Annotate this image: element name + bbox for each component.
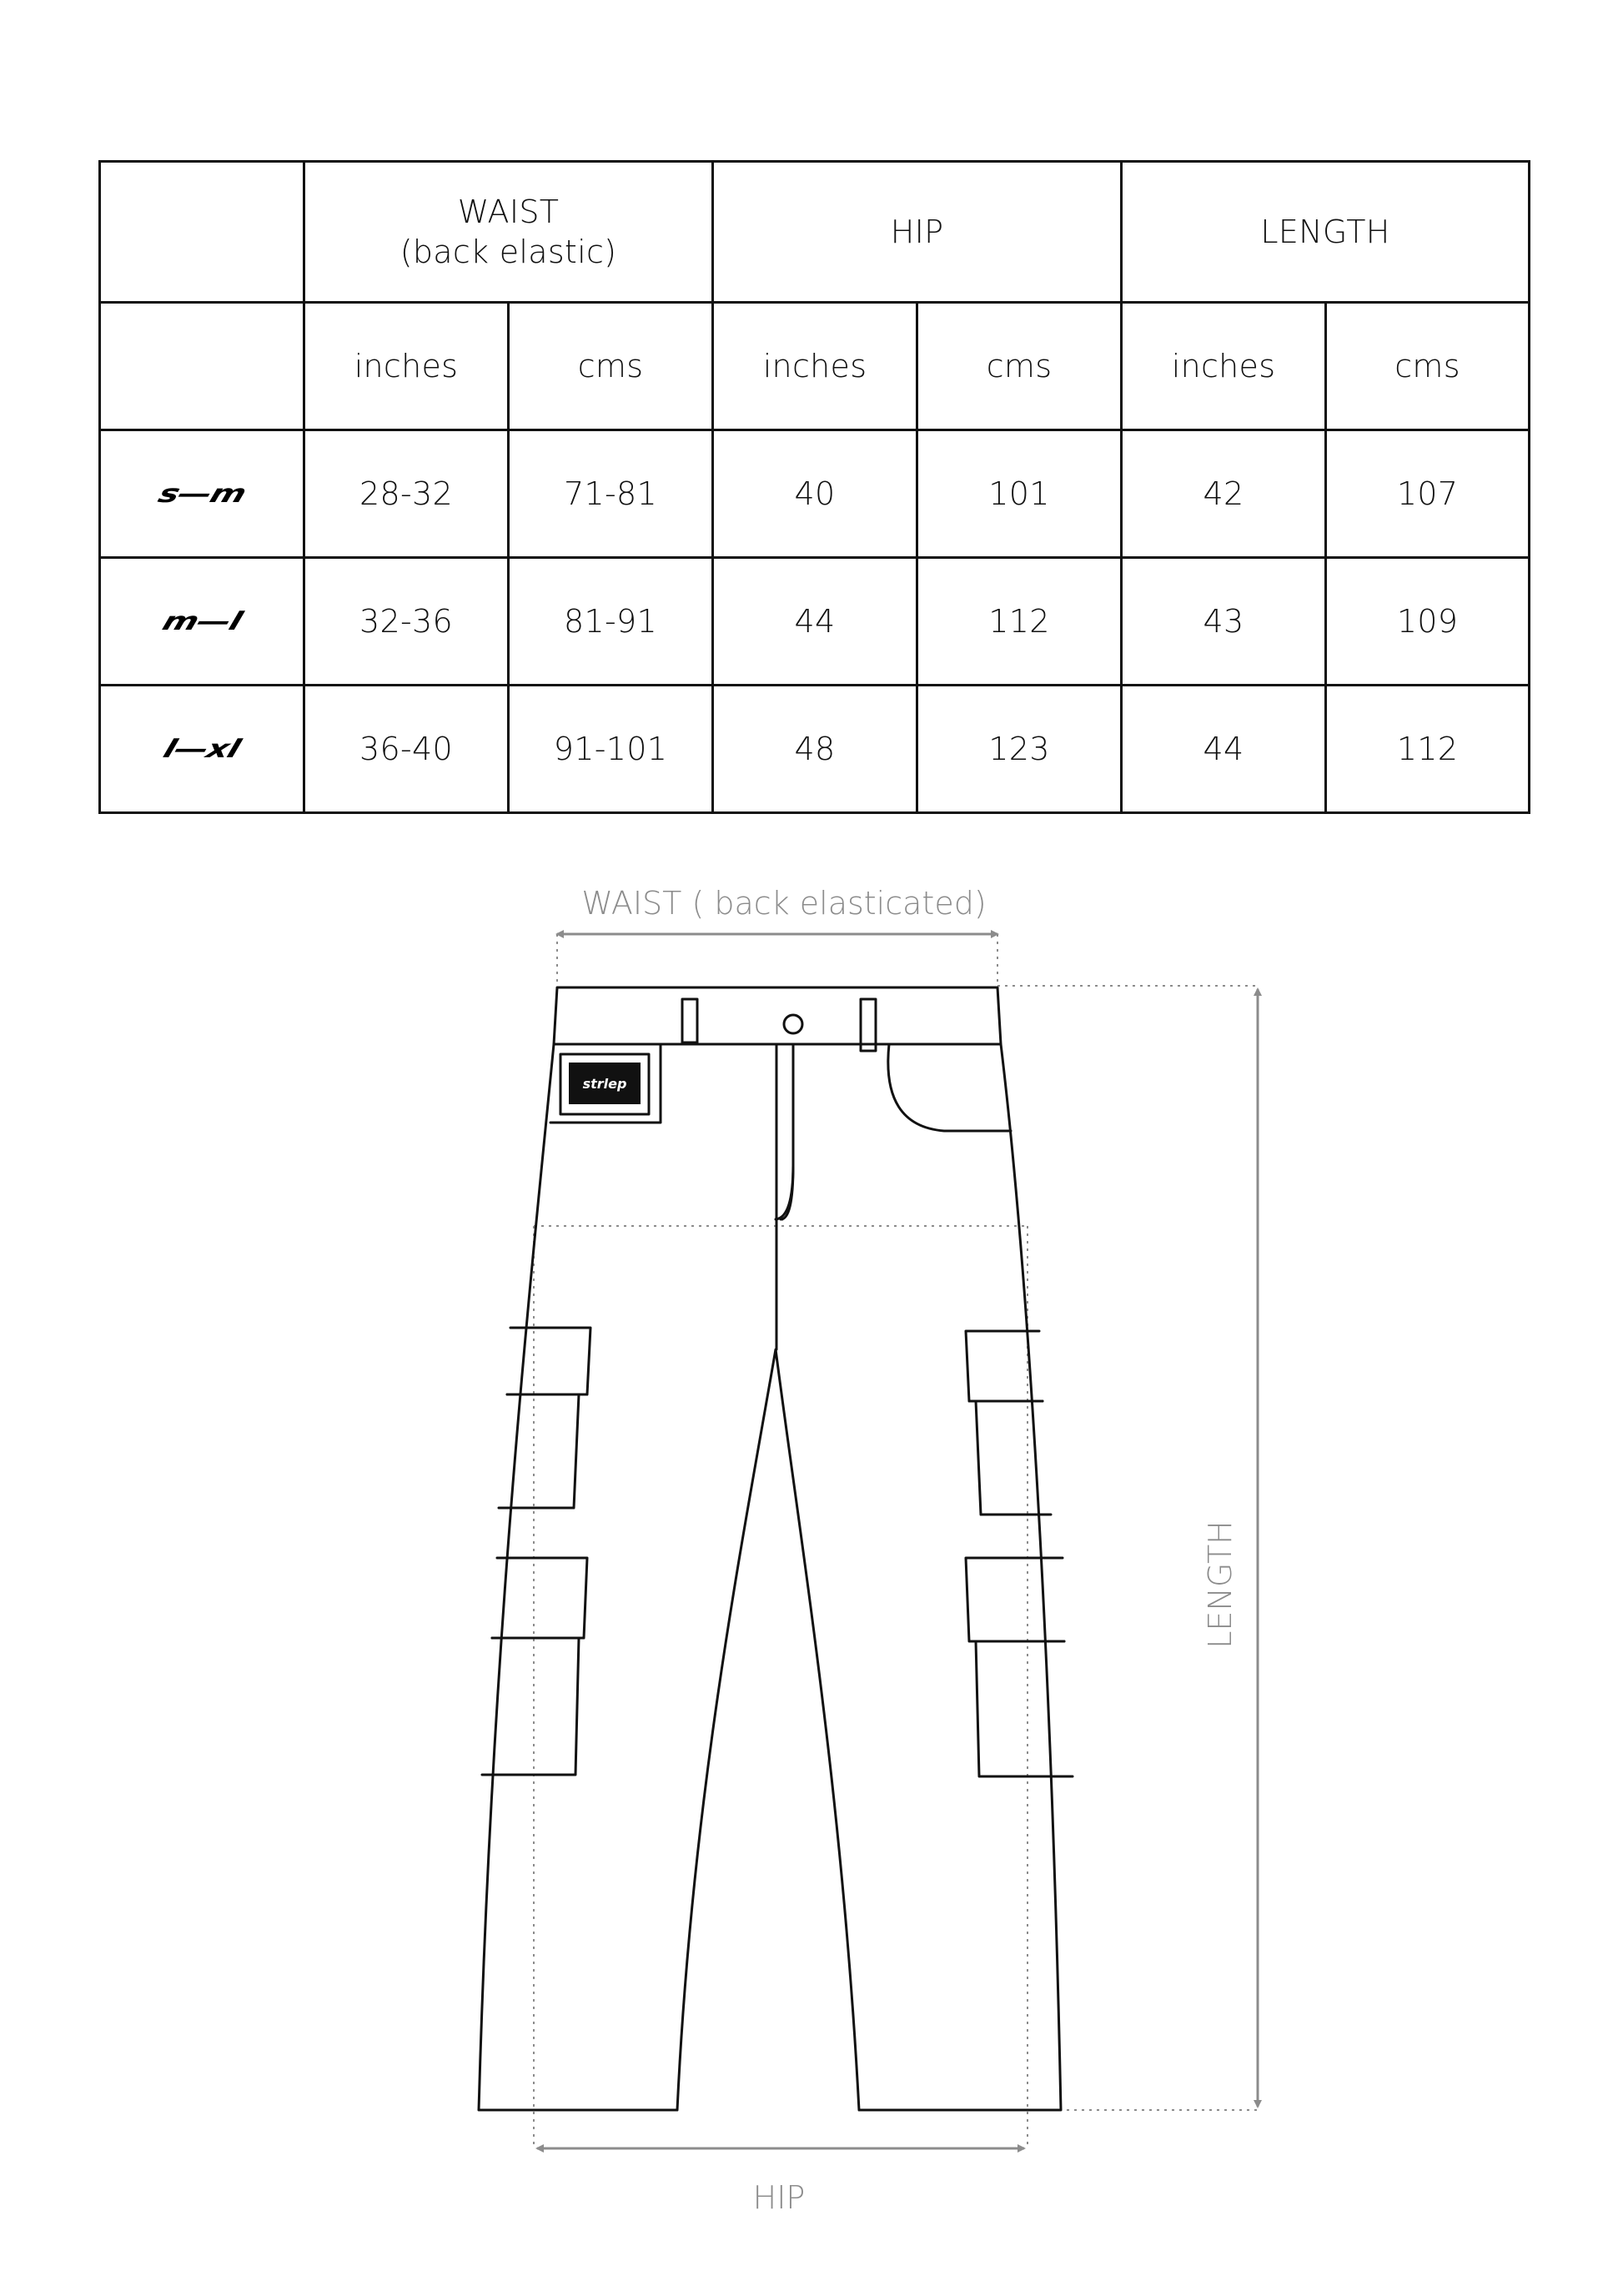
length-label: LENGTH (1202, 1520, 1239, 1649)
logo-patch-text: strlep (582, 1076, 627, 1092)
table-row (100, 558, 1530, 686)
size-label-cell (100, 686, 304, 813)
value-cell: 44 (713, 558, 917, 686)
hip-label: HIP (752, 2179, 806, 2216)
value-cell: 112 (1326, 686, 1530, 813)
logo-patch (569, 1063, 641, 1104)
value-cell: 28-32 (304, 430, 509, 558)
size-label: m—l (158, 606, 245, 636)
unit-cell: cms (1326, 303, 1530, 430)
value-cell: 42 (1122, 430, 1326, 558)
unit-cell: inches (304, 303, 509, 430)
unit-cell: inches (713, 303, 917, 430)
unit-row (100, 303, 1530, 430)
corner-cell (100, 162, 304, 303)
value-cell: 107 (1326, 430, 1530, 558)
pants-outline (479, 987, 1073, 2110)
pants-measurement-diagram (0, 851, 1623, 2296)
pocket-right (888, 1044, 1011, 1131)
waist-header-subtitle: (back elastic) (399, 234, 617, 270)
size-label-cell (100, 558, 304, 686)
corner-cell (100, 303, 304, 430)
unit-cell: cms (509, 303, 713, 430)
cargo-flap-left-upper (507, 1328, 590, 1394)
value-cell: 44 (1122, 686, 1326, 813)
waistband (554, 987, 1001, 1044)
value-cell: 123 (917, 686, 1122, 813)
waist-button (784, 1015, 802, 1033)
value-cell: 36-40 (304, 686, 509, 813)
cargo-flap-right-lower (966, 1558, 1064, 1641)
header-row (100, 162, 1530, 303)
value-cell: 71-81 (509, 430, 713, 558)
belt-loop-left (682, 999, 697, 1042)
cargo-pocket-right-upper (976, 1401, 1051, 1515)
value-cell: 101 (917, 430, 1122, 558)
cargo-pocket-right-lower (976, 1641, 1073, 1776)
length-dimension (997, 986, 1258, 2110)
value-cell: 48 (713, 686, 917, 813)
unit-cell: cms (917, 303, 1122, 430)
size-label: s—m (154, 479, 249, 509)
hip-dimension (534, 1226, 1028, 2216)
value-cell: 91-101 (509, 686, 713, 813)
fly-curve (776, 1044, 793, 1219)
table-row (100, 686, 1530, 813)
hip-header: HIP (713, 162, 1122, 303)
size-label-cell (100, 430, 304, 558)
waist-dimension (557, 885, 997, 986)
length-header: LENGTH (1122, 162, 1530, 303)
value-cell: 109 (1326, 558, 1530, 686)
table-row (100, 430, 1530, 558)
value-cell: 32-36 (304, 558, 509, 686)
value-cell: 43 (1122, 558, 1326, 686)
pants-silhouette (479, 1044, 1061, 2110)
unit-cell: inches (1122, 303, 1326, 430)
waist-header-title: WAIST (457, 193, 560, 230)
size-chart-table (98, 160, 1530, 814)
value-cell: 112 (917, 558, 1122, 686)
waist-label: WAIST ( back elasticated) (581, 885, 987, 922)
size-label: l—xl (159, 734, 244, 764)
cargo-pocket-left-upper (499, 1394, 579, 1508)
value-cell: 40 (713, 430, 917, 558)
value-cell: 81-91 (509, 558, 713, 686)
waist-header (304, 162, 713, 303)
